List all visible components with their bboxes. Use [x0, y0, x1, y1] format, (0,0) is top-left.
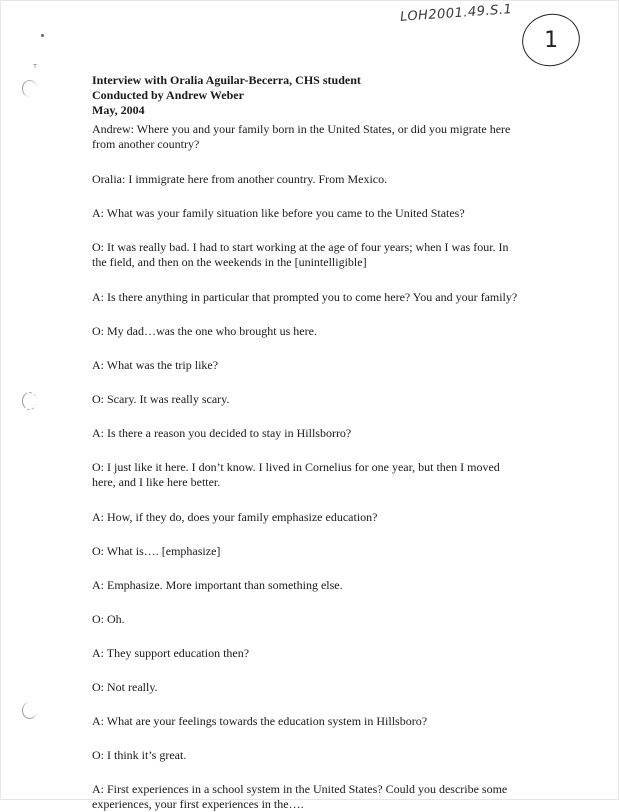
interview-date: May, 2004	[92, 103, 145, 117]
transcript-line: O: I just like it here. I don’t know. I lived in Cornelius for one year, but then I moved	[92, 460, 500, 474]
transcript-paragraph	[92, 324, 562, 339]
transcript-line: A: Is there a reason you decided to stay in Hillsborro?	[92, 426, 352, 440]
transcript-paragraph	[92, 426, 562, 441]
transcript-paragraph	[92, 578, 562, 593]
transcript-line: A: What was your family situation like before you came to the United States?	[92, 206, 465, 220]
interviewer-line: Conducted by Andrew Weber	[92, 88, 244, 102]
transcript-paragraph	[92, 544, 562, 559]
transcript-line: O: What is…. [emphasize]	[92, 544, 221, 558]
binder-hole-mark	[22, 392, 37, 410]
transcript-line: A: What was the trip like?	[92, 358, 219, 372]
transcript-paragraph	[92, 510, 562, 525]
transcript-paragraph	[92, 646, 562, 661]
binder-hole-mark	[22, 702, 37, 719]
transcript-line: A: First experiences in a school system in the United States? Could you describe some	[92, 782, 508, 796]
transcript-paragraph	[92, 240, 562, 270]
transcript-paragraph	[92, 122, 562, 152]
transcript-line: experiences, your first experiences in the….	[92, 797, 304, 811]
handwritten-accession-number: LOH2001.49.S.1	[399, 2, 513, 25]
transcript-paragraph	[92, 206, 562, 221]
transcript-line: O: Scary. It was really scary.	[92, 392, 230, 406]
page-number: 1	[544, 27, 558, 53]
transcript-line: A: Is there anything in particular that prompted you to come here? You and your family?	[92, 290, 518, 304]
transcript-paragraph	[92, 612, 562, 627]
transcript-paragraph	[92, 714, 562, 729]
transcript-paragraph	[92, 172, 562, 187]
scan-speck	[41, 34, 44, 37]
transcript-paragraph	[92, 460, 562, 490]
transcript-line: here, and I like here better.	[92, 475, 221, 489]
transcript-line: A: What are your feelings towards the education system in Hillsboro?	[92, 714, 428, 728]
transcript-line: the field, and then on the weekends in the [unintelligible]	[92, 255, 367, 269]
transcript-line: A: Emphasize. More important than something else.	[92, 578, 343, 592]
transcript-line: O: I think it’s great.	[92, 748, 187, 762]
transcript-paragraph	[92, 358, 562, 373]
transcript-paragraph	[92, 290, 562, 305]
transcript-line: A: They support education then?	[92, 646, 250, 660]
transcript-paragraph	[92, 680, 562, 695]
transcript-paragraph	[92, 392, 562, 407]
scan-mark: т	[33, 62, 38, 70]
transcript-paragraph	[92, 748, 562, 763]
transcript-line: O: Not really.	[92, 680, 158, 694]
document-header	[92, 73, 562, 118]
interview-title: Interview with Oralia Aguilar-Becerra, CHS student	[92, 73, 361, 87]
circled-page-number	[517, 8, 586, 72]
transcript-line: Andrew: Where you and your family born in the United States, or did you migrate here	[92, 122, 511, 136]
transcript-line: Oralia: I immigrate here from another country. From Mexico.	[92, 172, 388, 186]
transcript-line: A: How, if they do, does your family emphasize education?	[92, 510, 378, 524]
transcript-line: O: My dad…was the one who brought us here.	[92, 324, 317, 338]
transcript-paragraph	[92, 782, 562, 812]
transcript-line: O: It was really bad. I had to start working at the age of four years; when I was four. In	[92, 240, 509, 254]
transcript-line: O: Oh.	[92, 612, 125, 626]
binder-hole-mark	[22, 80, 37, 97]
transcript-line: from another country?	[92, 137, 200, 151]
